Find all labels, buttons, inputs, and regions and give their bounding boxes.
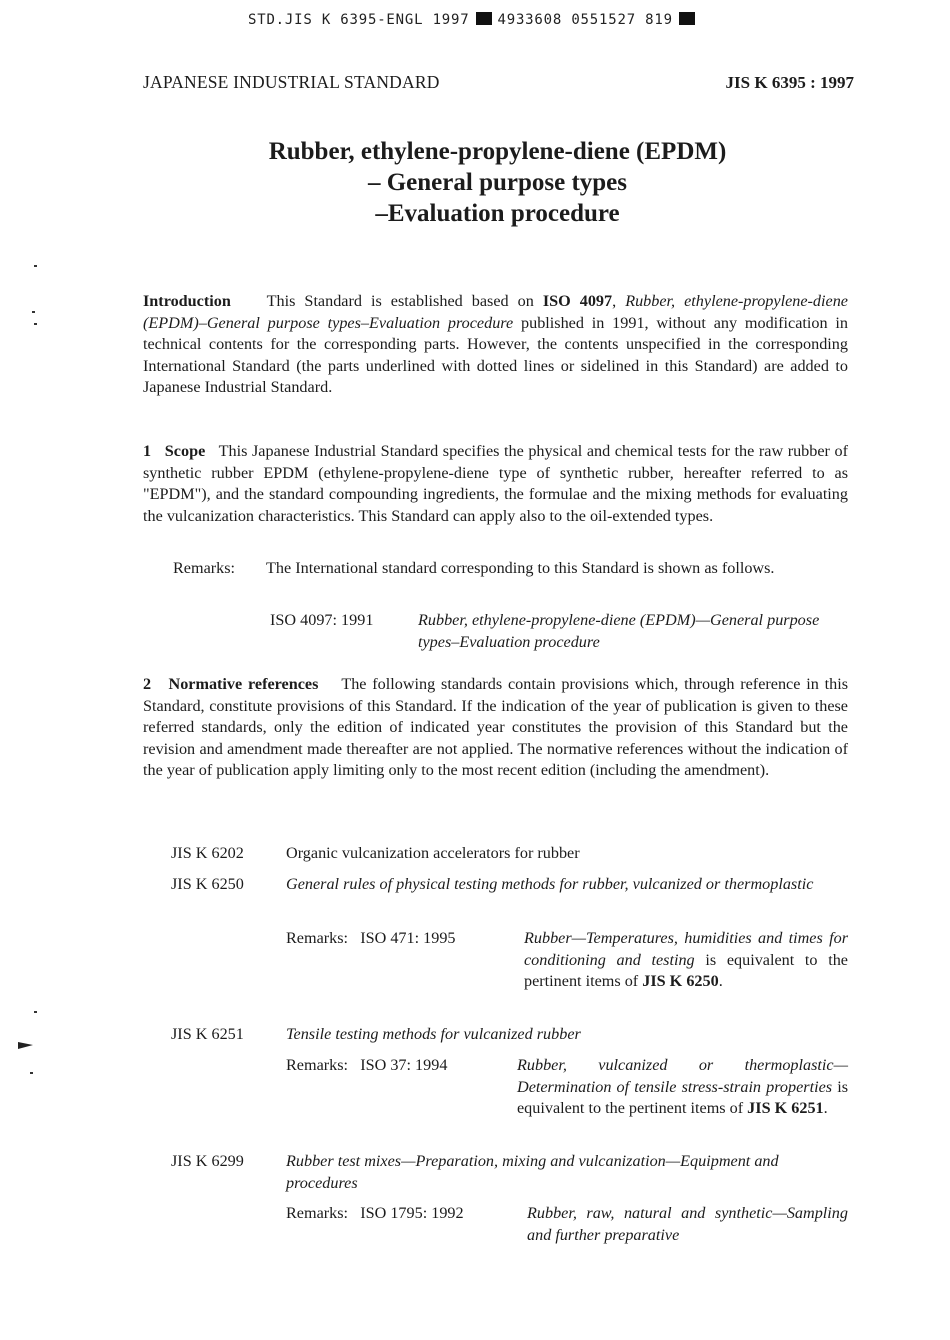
scope-iso-reference xyxy=(270,610,848,653)
remarks-jis-ref: JIS K 6250 xyxy=(642,972,719,990)
normative-paragraph xyxy=(143,674,848,782)
remarks-label: Remarks: xyxy=(173,559,236,577)
remarks-jis-ref: JIS K 6251 xyxy=(747,1099,824,1117)
ref-remarks xyxy=(286,1055,447,1077)
remarks-suffix: is equivalent to the pertinent items of xyxy=(517,1077,849,1117)
iso-ref-code: ISO 4097: 1991 xyxy=(270,611,374,629)
remarks-text xyxy=(517,1055,848,1120)
introduction-text: This Standard is established based on xyxy=(266,292,534,310)
normative-text: The following standards contain provisions which, through reference in this Standard, constitute provisions of this Standard. If the indication of the year of publication is given to these referred standards, only the edition of indicated year constitutes the provision of this Standard but the revision and amendment made thereafter are not applied. The normative references without the indication of the year of publication apply limiting only to the most recent edition (including the amendment). xyxy=(143,675,848,779)
normative-number: 2 xyxy=(143,675,152,693)
black-square-mark xyxy=(679,12,695,25)
title-line-3: –Evaluation procedure xyxy=(375,200,620,227)
document-numbers: 4933608 0551527 819 xyxy=(497,12,673,28)
remarks-text: The International standard corresponding to this Standard is shown as follows. xyxy=(266,559,775,577)
introduction-heading: Introduction xyxy=(143,292,231,310)
remarks-label: Remarks: xyxy=(286,929,349,947)
remarks-text xyxy=(527,1203,848,1246)
scan-speck xyxy=(34,1011,37,1013)
scope-paragraph xyxy=(143,441,848,527)
title-line-2: – General purpose types xyxy=(367,169,628,196)
scope-heading: Scope xyxy=(164,442,206,460)
remarks-label: Remarks: xyxy=(286,1056,349,1074)
remarks-label: Remarks: xyxy=(286,1204,349,1222)
document-code-line xyxy=(248,10,701,32)
arrow-mark-icon xyxy=(18,1040,34,1050)
page-title xyxy=(120,136,875,229)
remarks-iso: ISO 37: 1994 xyxy=(360,1056,448,1074)
ref-title: Organic vulcanization accelerators for rubber xyxy=(286,844,580,862)
scope-remarks xyxy=(173,558,848,580)
standard-number: JIS K 6395 : 1997 xyxy=(725,73,854,92)
introduction-text-cont: published in 1991, without any modification in technical contents for the corresponding parts. However, the contents unspecified in the corresponding International Standard (the parts underlined with dotted lines or sidelined in this Standard) are added to Japanese Industrial Standard. xyxy=(143,313,849,396)
introduction-paragraph xyxy=(143,291,848,399)
introduction-comma: , xyxy=(612,292,617,310)
introduction-iso: ISO 4097 xyxy=(542,292,613,310)
ref-title: General rules of physical testing methods for rubber, vulcanized or thermoplastic xyxy=(286,875,814,893)
remarks-text xyxy=(524,928,848,993)
scan-speck xyxy=(32,311,35,313)
remarks-iso-title: Rubber, vulcanized or thermoplastic—Determination of tensile stress-strain properties xyxy=(517,1056,848,1096)
ref-remarks xyxy=(286,1203,464,1225)
scan-speck xyxy=(34,323,37,325)
remarks-iso-title: Rubber, raw, natural and synthetic—Sampling and further preparative xyxy=(527,1204,848,1244)
ref-title: Rubber test mixes—Preparation, mixing and vulcanization—Equipment and procedures xyxy=(286,1152,779,1192)
remarks-iso: ISO 1795: 1992 xyxy=(360,1204,464,1222)
scan-speck xyxy=(34,265,37,267)
standard-category: JAPANESE INDUSTRIAL STANDARD xyxy=(143,72,440,92)
black-square-mark xyxy=(476,12,492,25)
introduction-iso-title: Rubber, ethylene-propylene-diene (EPDM)–General purpose types–Evaluation procedure xyxy=(143,292,848,332)
remarks-end: . xyxy=(718,972,723,990)
normative-heading: Normative references xyxy=(168,675,319,693)
document-code: STD.JIS K 6395-ENGL 1997 xyxy=(248,12,470,28)
ref-code: JIS K 6251 xyxy=(171,1025,244,1043)
remarks-end: . xyxy=(823,1099,828,1117)
remarks-iso: ISO 471: 1995 xyxy=(360,929,456,947)
scope-number: 1 xyxy=(143,442,152,460)
ref-code: JIS K 6202 xyxy=(171,844,244,862)
ref-title: Tensile testing methods for vulcanized rubber xyxy=(286,1025,581,1043)
title-line-1: Rubber, ethylene-propylene-diene (EPDM) xyxy=(268,138,727,165)
ref-remarks xyxy=(286,928,456,950)
scan-speck xyxy=(30,1072,33,1074)
iso-ref-title: Rubber, ethylene-propylene-diene (EPDM)—General purpose types–Evaluation procedure xyxy=(418,611,820,651)
ref-code: JIS K 6299 xyxy=(171,1152,244,1170)
remarks-iso-title: Rubber—Temperatures, humidities and times for conditioning and testing xyxy=(524,929,848,969)
ref-code: JIS K 6250 xyxy=(171,875,244,893)
remarks-suffix: is equivalent to the pertinent items of xyxy=(524,950,848,990)
scope-text: This Japanese Industrial Standard specifies the physical and chemical tests for the raw rubber of synthetic rubber EPDM (ethylene-propylene-diene type of synthetic rubber, hereafter referred to as "EPDM"), and the standard compounding ingredients, the formulae and the mixing methods for evaluating the vulcanization characteristics. This Standard can apply also to the oil-extended types. xyxy=(143,442,848,525)
